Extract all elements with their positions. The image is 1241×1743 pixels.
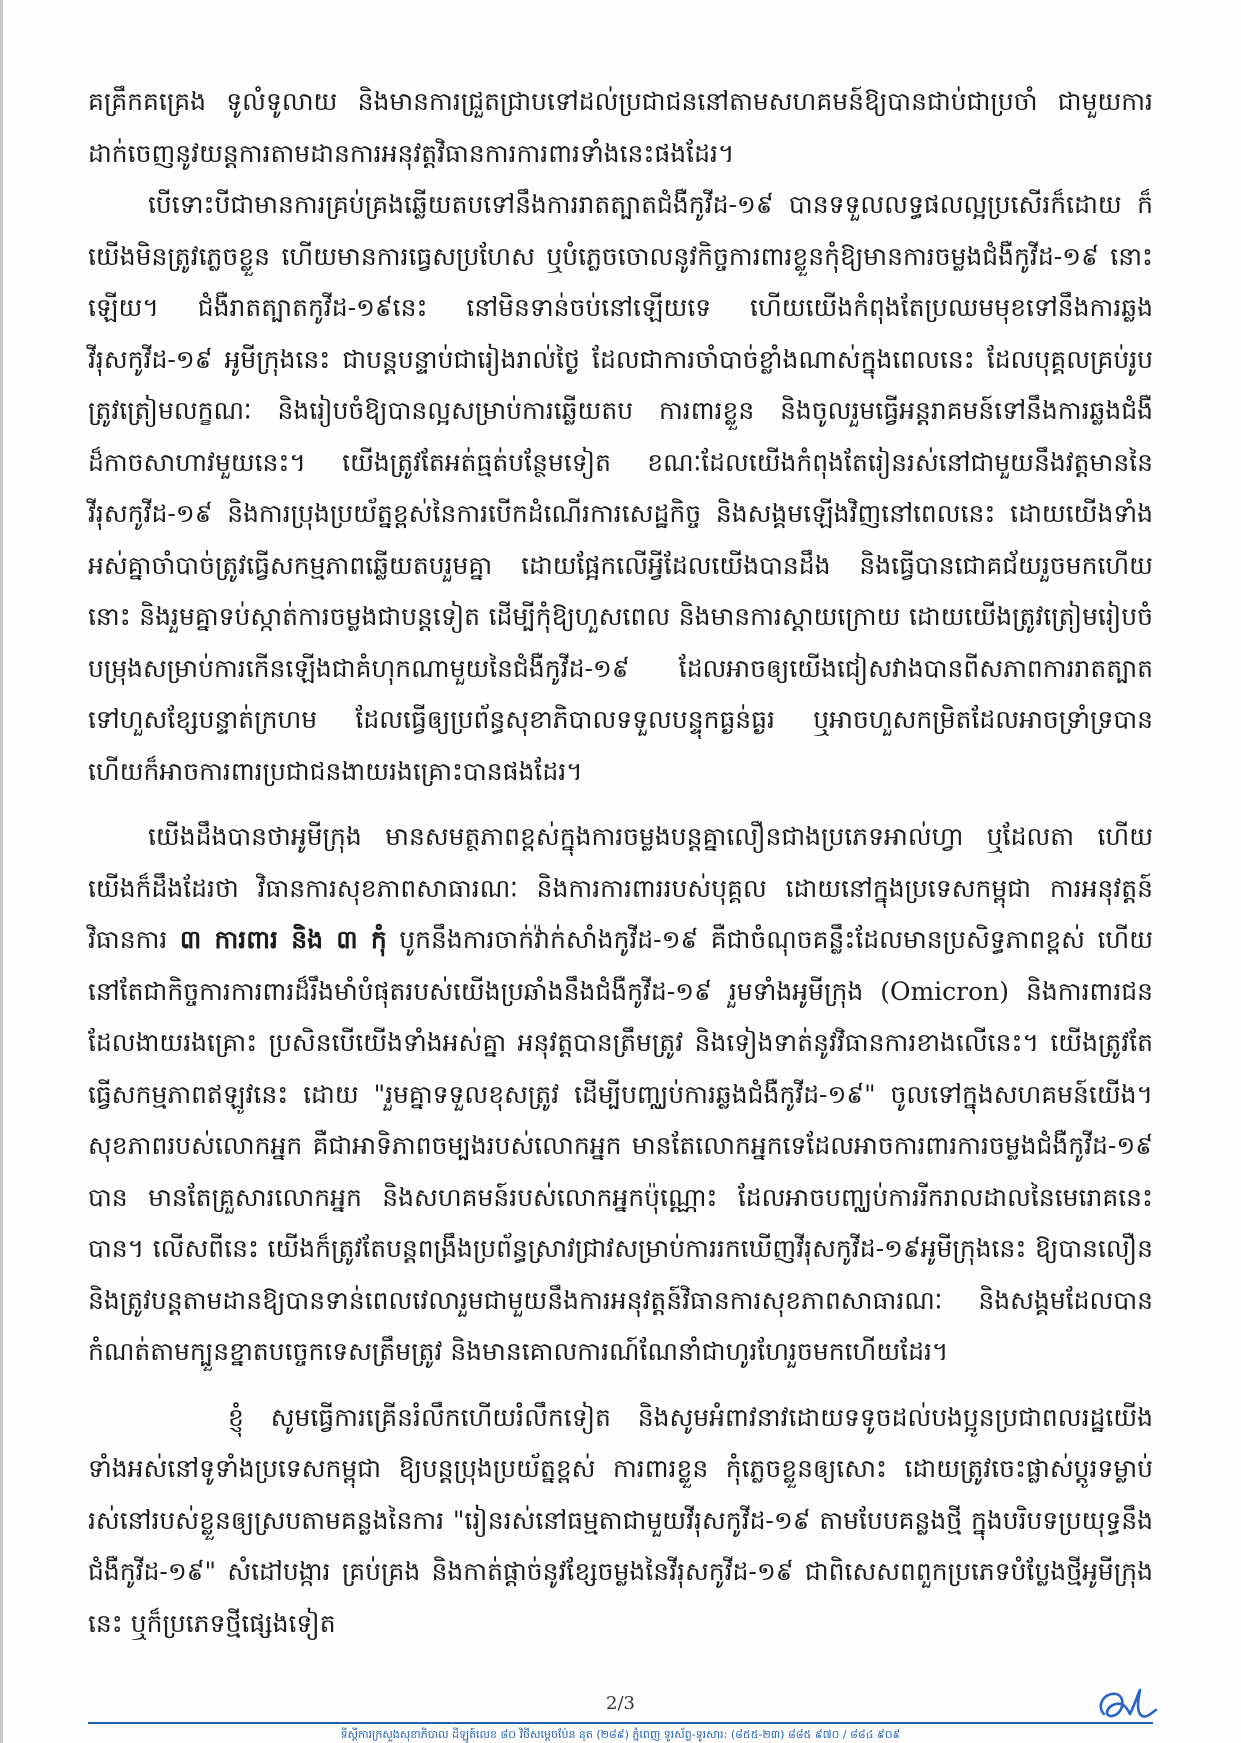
paragraph-prevention-text-before: យើងដឹងបានថាអូមីក្រុង មានសមត្ថភាពខ្ពស់ក្នុងការចម្លងបន្តគ្នាលឿនជាងប្រភេទអាល់ហ្វា ឬដែលតា ហើយយើងក៏ដឹងដែរថា វិធានការសុខភាពសាធារណៈ និងការការពាររបស់បុគ្គល ដោយនៅក្នុងប្រទេសកម្ពុជា ការអនុវត្តន៍វិធានការ — [88, 822, 1153, 954]
page-number: 2/3 — [606, 1693, 635, 1714]
three-do-three-dont-emphasis: ៣ ការពារ និង ៣ កុំ — [179, 925, 387, 954]
paragraph-prevention-text-after: បូកនឹងការចាក់វ៉ាក់សាំងកូវីដ-១៩ គឺជាចំណុចគន្លឹះដែលមានប្រសិទ្ធភាពខ្ពស់ ហើយនៅតែជាកិច្ចការការពារដ៏រឹងមាំបំផុតរបស់យើងប្រឆាំងនឹងជំងឺកូវីដ-១៩ រួមទាំងអូមីក្រុង (Omicron) និងការពារជនដែលងាយរងគ្រោះ ប្រសិនបើយើងទាំងអស់គ្នា អនុវត្តបានត្រឹមត្រូវ និងទៀងទាត់នូវវិធានការខាងលើនេះ។ យើងត្រូវតែធ្វើសកម្មភាពឥឡូវនេះ ដោយ "រួមគ្នាទទួលខុសត្រូវ ដើម្បីបញ្ឈប់ការឆ្លងជំងឺកូវីដ-១៩" ចូលទៅក្នុងសហគមន៍យើង។ សុខភាពរបស់លោកអ្នក គឺជាអាទិភាពចម្បងរបស់លោកអ្នក មានតែលោកអ្នកទេដែលអាចការពារការចម្លងជំងឺកូវីដ-១៩ បាន មានតែគ្រួសារលោកអ្នក និងសហគមន៍របស់លោកអ្នកប៉ុណ្ណោះ ដែលអាចបញ្ឈប់ការរីករាលដាលនៃមេរោគនេះបាន។ លើសពីនេះ យើងក៏ត្រូវតែបន្តពង្រឹងប្រព័ន្ធស្រាវជ្រាវសម្រាប់ការរកឃើញវីរុសកូវីដ-១៩អូមីក្រុងនេះ ឱ្យបានលឿន និងត្រូវបន្តតាមដានឱ្យបានទាន់ពេលវេលារួមជាមួយនឹងការអនុវត្តន៍វិធានការសុខភាពសាធារណៈ និងសង្គមដែលបានកំណត់តាមក្បួនខ្នាតបច្ចេកទេសត្រឹមត្រូវ និងមានគោលការណ៍ណែនាំជាហូរហែរួចមកហើយដែរ។ — [88, 925, 1154, 1366]
paragraph-omicron-vigilance: បើទោះបីជាមានការគ្រប់គ្រងឆ្លើយតបទៅនឹងការរាតត្បាតជំងឺកូវីដ-១៩ បានទទួលលទ្ធផលល្អប្រសើរក៏ដោយ ក៏យើងមិនត្រូវភ្លេចខ្លួន ហើយមានការធ្វេសប្រហែស ឬបំភ្លេចចោលនូវកិច្ចការពារខ្លួនកុំឱ្យមានការចម្លងជំងឺកូវីដ-១៩ នោះឡើយ។ ជំងឺរាតត្បាតកូវីដ-១៩នេះ នៅមិនទាន់ចប់នៅឡើយទេ ហើយយើងកំពុងតែប្រឈមមុខទៅនឹងការឆ្លងវីរុសកូវីដ-១៩ អូមីក្រុងនេះ ជាបន្តបន្ទាប់ជារៀងរាល់ថ្ងៃ ដែលជាការចាំបាច់ខ្លាំងណាស់ក្នុងពេលនេះ ដែលបុគ្គលគ្រប់រូបត្រូវត្រៀមលក្ខណៈ និងរៀបចំឱ្យបានល្អសម្រាប់ការឆ្លើយតប ការពារខ្លួន និងចូលរួមធ្វើអន្តរាគមន៍ទៅនឹងការឆ្លងជំងឺដ៏កាចសាហាវមួយនេះ។ យើងត្រូវតែអត់ធ្មត់បន្ថែមទៀត ខណៈដែលយើងកំពុងតែរៀនរស់នៅជាមួយនឹងវត្តមាននៃវីរុសកូវីដ-១៩ និងការប្រុងប្រយ័ត្នខ្ពស់នៃការបើកដំណើរការសេដ្ឋកិច្ច និងសង្គមឡើងវិញនៅពេលនេះ ដោយយើងទាំងអស់គ្នាចាំបាច់ត្រូវធ្វើសកម្មភាពឆ្លើយតបរួមគ្នា ដោយផ្អែកលើអ្វីដែលយើងបានដឹង និងធ្វើបានជោគជ័យរួចមកហើយនោះ និងរួមគ្នាទប់ស្កាត់ការចម្លងជាបន្តទៀត ដើម្បីកុំឱ្យហួសពេល និងមានការស្តាយក្រោយ ដោយយើងត្រូវត្រៀមរៀបចំបម្រុងសម្រាប់ការកើនឡើងជាគំហុកណាមួយនៃជំងឺកូវីដ-១៩ ដែលអាចឲ្យយើងជៀសវាងបានពីសភាពការរាតត្បាតទៅហួសខ្សែបន្ទាត់ក្រហម ដែលធ្វើឲ្យប្រព័ន្ធសុខាភិបាលទទួលបន្ទុកធ្ងន់ធ្ងរ ឬអាចហួសកម្រិតដែលអាចទ្រាំទ្របាន ហើយក៏អាចការពារប្រជាជនងាយរងគ្រោះបានផងដែរ។ — [88, 190, 1153, 786]
signature-initial-icon — [1094, 1684, 1160, 1726]
footer-divider — [88, 1722, 1153, 1724]
scan-edge — [0, 0, 3, 1743]
letter-body — [88, 76, 1153, 1649]
paragraph-prevention-measures — [88, 811, 1153, 1378]
paragraph-appeal: ខ្ញុំ សូមធ្វើការគ្រើនរំលឹកហើយរំលឹកទៀត និងសូមអំពាវនាវដោយទទូចដល់បងប្អូនប្រជាពលរដ្ឋយើងទាំងអស់នៅទូទាំងប្រទេសកម្ពុជា ឱ្យបន្តប្រុងប្រយ័ត្នខ្ពស់ ការពារខ្លួន កុំភ្លេចខ្លួនឲ្យសោះ ដោយត្រូវចេះផ្លាស់ប្តូរទម្លាប់រស់នៅរបស់ខ្លួនឲ្យស្របតាមគន្លងនៃការ "រៀនរស់នៅធម្មតាជាមួយវីរុសកូវីដ-១៩ តាមបែបគន្លងថ្មី ក្នុងបរិបទប្រយុទ្ធនឹងជំងឺកូវីដ-១៩" សំដៅបង្ការ គ្រប់គ្រង និងកាត់ផ្តាច់នូវខ្សែចម្លងនៃវីរុសកូវីដ-១៩ ជាពិសេសពពួកប្រភេទបំប្លែងថ្មីអូមីក្រុងនេះ ឬក៏ប្រភេទថ្មីផ្សេងទៀត — [88, 1402, 1153, 1638]
footer-address: ទីស្តីការក្រសួងសុខាភិបាល ដីឡូត៍លេខ ៨០ វិថីសម្តេចប៉ែន នុត (២៨៩) ភ្នំពេញ ទូរស័ព្ទ-ទូរសារ: (៨៥៥-២៣) ៨៨៥ ៩៧០ / ៨៨៤ ៩០៩ — [340, 1728, 901, 1741]
paragraph-continuation: គគ្រឹកគគ្រេង ទូលំទូលាយ និងមានការជ្រួតជ្រាបទៅដល់ប្រជាជននៅតាមសហគមន៍ឱ្យបានជាប់ជាប្រចាំ ជាមួយការដាក់ចេញនូវយន្តការតាមដានការអនុវត្តវិធានការការពារទាំងនេះផងដែរ។ — [88, 87, 1153, 168]
